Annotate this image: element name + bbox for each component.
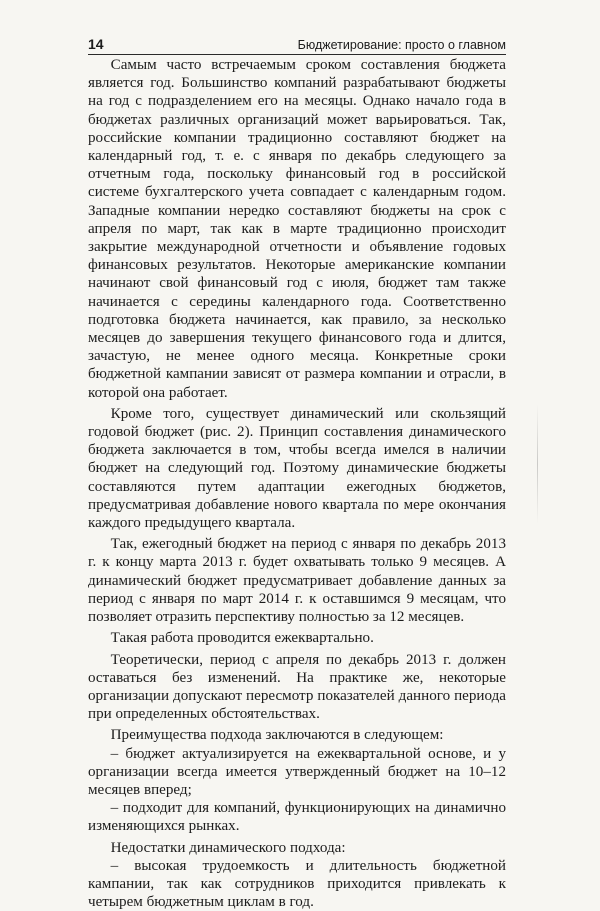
paragraph: Недостатки динамического подхода: bbox=[110, 839, 346, 856]
header-rule bbox=[88, 54, 506, 55]
paragraph: Самым часто встречаемым сроком составления бюджета является год. Большинство компаний разрабатывают бюджеты на год с подразделением его на месяцы. Однако начало года в бюджетах различных организаций может варьироваться. Так, российские компании традиционно составляют бюджет на календарный год, т. е. с января по декабрь следующего за отчетным года, поскольку финансовый год в российской системе бухгалтерского учета совпадает с календарным годом. Западные компании нередко составляют бюджеты на срок с апреля по март, так как в марте традиционно происходит закрытие международной отчетности и объявление годовых финансовых результатов. Некоторые американские компании начинают свой финансовый год с июля, бюджет там также начинается с середины календарного года. Соответственно подготовка бюджета начинается, как правило, за несколько месяцев до завершения текущего финансового года и длится, зачастую, не менее одного месяца. Конкретные сроки бюджетной кампании зависят от размера компании и отрасли, в которой она работает. bbox=[88, 57, 506, 401]
running-title: Бюджетирование: просто о главном bbox=[297, 38, 506, 52]
paragraph: Такая работа проводится ежеквартально. bbox=[110, 630, 374, 647]
body-text bbox=[88, 56, 506, 911]
page-header bbox=[88, 36, 506, 52]
paragraph: Преимущества подхода заключаются в следующем: bbox=[110, 727, 444, 744]
list-item: – подходит для компаний, функционирующих на динамично изменяющихся рынках. bbox=[88, 800, 506, 835]
list-item: – бюджет актуализируется на ежеквартальной основе, и у организации всегда имеется утвержденный бюджет на 10–12 месяцев вперед; bbox=[88, 745, 506, 798]
page-number: 14 bbox=[88, 36, 104, 52]
paragraph: Теоретически, период с апреля по декабрь 2013 г. должен оставаться без изменений. На практике же, некоторые организации допускают пересмотр показателей данного периода при определенных обстоятельствах. bbox=[88, 651, 506, 723]
list-item: – высокая трудоемкость и длительность бюджетной кампании, так как сотрудников приходится привлекать к четырем бюджетным циклам в год. bbox=[88, 857, 506, 911]
page-fold-shadow bbox=[537, 404, 538, 524]
paragraph: Кроме того, существует динамический или скользящий годовой бюджет (рис. 2). Принцип составления динамического бюджета заключается в том, чтобы всегда имелся в наличии бюджет на следующий год. Поэтому динамические бюджеты составляются путем адаптации ежегодных бюджетов, предусматривая добавление нового квартала по мере окончания каждого предыдущего квартала. bbox=[88, 405, 506, 532]
paragraph: Так, ежегодный бюджет на период с января по декабрь 2013 г. к концу марта 2013 г. будет охватывать только 9 месяцев. А динамический бюджет предусматривает добавление данных за период с января по март 2014 г. к оставшимся 9 месяцам, что позволяет отразить перспективу полностью за 12 месяцев. bbox=[88, 536, 506, 626]
